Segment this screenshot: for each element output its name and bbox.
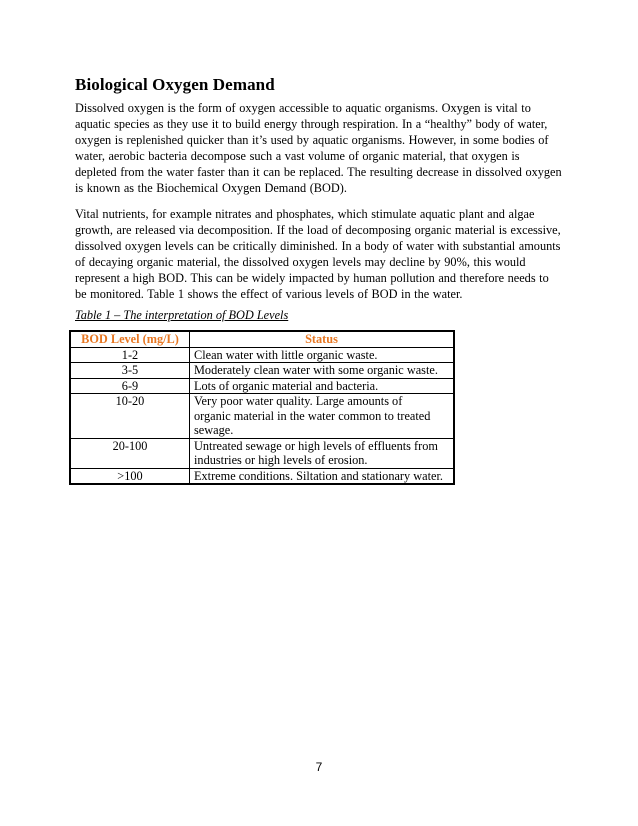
table-row xyxy=(70,394,454,439)
status-line: Very poor water quality. Large amounts of xyxy=(194,394,403,408)
paragraph-line: water, aerobic bacteria decompose such a vast volume of organic material, that oxygen is xyxy=(75,148,520,163)
status-cell xyxy=(190,468,455,484)
status-line: Untreated sewage or high levels of effluents from xyxy=(194,438,438,453)
column-header-bod-level: BOD Level (mg/L) xyxy=(70,331,190,347)
status-line: industries or high levels of erosion. xyxy=(194,453,368,467)
status-line: Extreme conditions. Siltation and stationary water. xyxy=(194,468,443,483)
paragraph-line: aquatic species as they use it to build energy through respiration. In a “healthy” body of water, xyxy=(75,116,548,131)
bod-level-cell: 6-9 xyxy=(70,378,190,394)
paragraph-line: is known as the Biochemical Oxygen Demand (BOD). xyxy=(75,180,347,195)
table-header-row xyxy=(70,331,454,347)
paragraph-line: depleted from the water faster than it can be replaced. The resulting decrease in dissolved oxygen xyxy=(75,164,562,179)
bod-level-cell: 3-5 xyxy=(70,363,190,379)
status-line: sewage. xyxy=(194,423,234,437)
table-row xyxy=(70,468,454,484)
paragraph-line: be monitored. Table 1 shows the effect of various levels of BOD in the water. xyxy=(75,286,463,301)
bod-level-cell: >100 xyxy=(70,468,190,484)
column-header-status: Status xyxy=(190,331,455,347)
paragraph-nutrients xyxy=(75,207,565,302)
paragraph-line: oxygen is replenished quicker than it’s used by aquatic organisms. However, in some bodies of xyxy=(75,132,549,147)
table-row xyxy=(70,378,454,394)
status-line: Clean water with little organic waste. xyxy=(194,347,378,362)
status-cell xyxy=(190,438,455,468)
bod-level-cell: 20-100 xyxy=(70,438,190,468)
paragraph-line: Vital nutrients, for example nitrates and phosphates, which stimulate aquatic plant and algae xyxy=(75,207,535,221)
bod-level-cell: 1-2 xyxy=(70,347,190,363)
paragraph-dissolved-oxygen xyxy=(75,101,565,196)
table-row xyxy=(70,438,454,468)
paragraph-line: Dissolved oxygen is the form of oxygen accessible to aquatic organisms. Oxygen is vital to xyxy=(75,101,531,115)
table-caption: Table 1 – The interpretation of BOD Levels xyxy=(75,308,289,322)
page-number: 7 xyxy=(315,760,323,774)
status-cell xyxy=(190,394,455,439)
status-cell xyxy=(190,378,455,394)
status-cell xyxy=(190,347,455,363)
status-line: Lots of organic material and bacteria. xyxy=(194,378,379,393)
status-cell xyxy=(190,363,455,379)
paragraph-line: growth, are released via decomposition. If the load of decomposing organic material is excessive, xyxy=(75,222,561,237)
paragraph-line: dissolved oxygen levels can be critically diminished. In a body of water with substantial amounts xyxy=(75,238,561,253)
bod-levels-table xyxy=(69,330,455,485)
status-line: Moderately clean water with some organic waste. xyxy=(194,363,438,377)
paragraph-line: represent a high BOD. This can be widely impacted by human pollution and therefore needs to xyxy=(75,270,549,285)
table-row xyxy=(70,363,454,379)
paragraph-line: of decaying organic material, the dissolved oxygen levels may decline by 90%, this would xyxy=(75,254,526,269)
bod-level-cell: 10-20 xyxy=(70,394,190,439)
table-row xyxy=(70,347,454,363)
status-line: organic material in the water common to treated xyxy=(194,408,431,423)
section-heading: Biological Oxygen Demand xyxy=(75,75,275,94)
